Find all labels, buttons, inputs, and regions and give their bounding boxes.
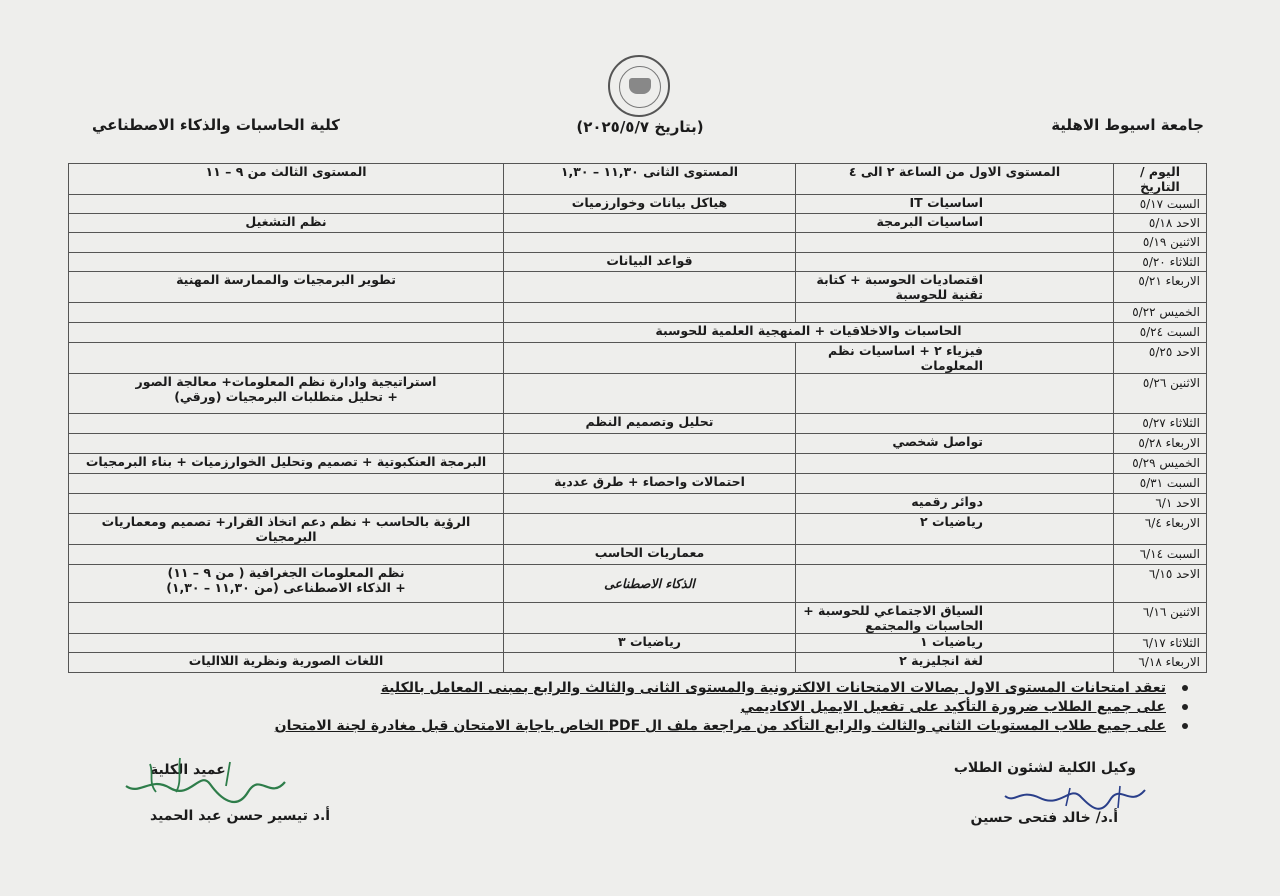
cell-level2 [504,343,796,374]
cell-day [1114,303,1207,323]
cell-level3 [69,514,504,545]
cell-level3-text: نظم المعلومات الجغرافية ( من ٩ – ١١) [167,565,405,580]
cell-level3 [69,474,504,494]
cell-day-text: السبت ٦/١٤ [1139,547,1200,561]
cell-day [1114,514,1207,545]
table-row [69,454,1207,474]
cell-level1 [796,374,1114,414]
cell-level1 [796,454,1114,474]
table-row [69,545,1207,565]
cell-level1 [796,634,1114,653]
cell-level1 [796,603,1114,634]
cell-level2 [504,494,796,514]
cell-level2 [504,474,796,494]
cell-day [1114,253,1207,272]
cell-day-text: السبت ٥/١٧ [1139,197,1200,211]
university-name: جامعة اسيوط الاهلية [1051,116,1204,134]
cell-day [1114,414,1207,434]
table-header-row [69,164,1207,195]
cell-level1 [796,474,1114,494]
table-row [69,233,1207,253]
cell-level2 [504,272,796,303]
table-row [69,323,1207,343]
cell-level1-2-merged [504,323,1114,343]
header-level2: المستوى الثانى ١١,٣٠ – ١,٣٠ [504,164,796,195]
dean-title: عميد الكلية [150,762,226,778]
table-row [69,414,1207,434]
cell-level3 [69,214,504,233]
cell-level2-text: معماريات الحاسب [594,545,705,560]
cell-day-text: الاحد ٥/١٨ [1148,216,1200,230]
cell-level1 [796,434,1114,454]
cell-day [1114,233,1207,253]
table-row [69,653,1207,673]
cell-level2 [504,195,796,214]
cell-level1 [796,233,1114,253]
cell-day [1114,323,1207,343]
cell-level3 [69,414,504,434]
cell-level1 [796,214,1114,233]
cell-day-text: الاثنين ٥/٢٦ [1142,376,1200,390]
dean-signature [120,752,290,808]
cell-level3 [69,195,504,214]
notes-list [275,680,1188,737]
cell-level1 [796,514,1114,545]
cell-level1 [796,272,1114,303]
cell-level1 [796,494,1114,514]
vice-dean-title: وكيل الكلية لشئون الطلاب [953,760,1136,776]
cell-day [1114,343,1207,374]
cell-level3 [69,565,504,603]
exam-schedule-table [68,163,1207,673]
cell-day-text: الاحد ٦/١٥ [1148,567,1200,581]
cell-day [1114,634,1207,653]
dean-name: أ.د تيسير حسن عبد الحميد [150,808,331,824]
faculty-name: كلية الحاسبات والذكاء الاصطناعي [92,116,340,134]
table-row [69,253,1207,272]
cell-level2 [504,374,796,414]
cell-level1 [796,303,1114,323]
cell-level3-text: الرؤية بالحاسب + نظم دعم اتخاذ القرار+ تصميم ومعماريات البرمجيات [101,514,471,544]
cell-level3 [69,343,504,374]
cell-level3-text-line2: + تحليل متطلبات البرمجيات (ورقي) [174,389,398,404]
cell-level2-text: الذكاء الاصطناعى [604,576,695,591]
cell-day [1114,545,1207,565]
cell-level1 [796,195,1114,214]
cell-day-text: الثلاثاء ٥/٢٠ [1142,255,1200,269]
cell-level1-text: لغة انجليزية ٢ [899,653,983,668]
cell-level1-text: اساسيات البرمجة [876,214,983,229]
cell-day [1114,474,1207,494]
cell-day-text: الخميس ٥/٢٩ [1132,456,1200,470]
cell-day [1114,374,1207,414]
cell-level2 [504,434,796,454]
cell-day-text: الثلاثاء ٦/١٧ [1142,636,1200,650]
cell-level3 [69,454,504,474]
cell-level2 [504,233,796,253]
cell-day [1114,434,1207,454]
cell-level2 [504,634,796,653]
header-level3: المستوى الثالث من ٩ – ١١ [69,164,504,195]
bullet-icon [1182,723,1188,729]
cell-level1-text: اساسيات IT [909,195,983,210]
note-item: على جميع الطلاب ضرورة التأكيد على تفعيل الايميل الاكاديمي [275,699,1188,715]
university-seal [608,55,670,117]
cell-day [1114,195,1207,214]
bullet-icon [1182,685,1188,691]
cell-day [1114,454,1207,474]
cell-level2 [504,565,796,603]
cell-level3 [69,634,504,653]
note-item: على جميع طلاب المستويات الثاني والثالث والرابع التأكد من مراجعة ملف ال PDF الخاص باجابة الامتحان قبل مغادرة لجنة الامتحان [275,718,1188,734]
cell-level1-text: تواصل شخصي [892,434,983,449]
note-item: تعقد امتحانات المستوى الاول بصالات الامتحانات الالكترونية والمستوى الثانى والثالث والرابع بمبنى المعامل بالكلية [275,680,1188,696]
header-day: اليوم / التاريخ [1114,164,1207,195]
cell-level3-text: استراتيجية وادارة نظم المعلومات+ معالجة الصور [135,374,437,389]
cell-level3 [69,603,504,634]
cell-day-text: السبت ٥/٣١ [1139,476,1200,490]
vice-dean-name: أ.د/ خالد فتحى حسين [970,810,1118,826]
cell-level1 [796,414,1114,434]
cell-level2 [504,514,796,545]
cell-level2-text: تحليل وتصميم النظم [585,414,714,429]
header-level1: المستوى الاول من الساعة ٢ الى ٤ [796,164,1114,195]
cell-level2 [504,545,796,565]
cell-level3 [69,272,504,303]
cell-level1-text: رياضيات ٢ [919,514,983,529]
cell-day-text: الثلاثاء ٥/٢٧ [1142,416,1200,430]
cell-day-text: الخميس ٥/٢٢ [1132,305,1200,319]
cell-level3-text: البرمجة العنكبوتية + تصميم وتحليل الخوارزميات + بناء البرمجيات [85,454,487,469]
cell-day-text: الاحد ٥/٢٥ [1148,345,1200,359]
table-row [69,272,1207,303]
table-row [69,303,1207,323]
cell-day-text: الاربعاء ٥/٢١ [1138,274,1200,288]
cell-level3 [69,434,504,454]
cell-level2 [504,414,796,434]
cell-level3 [69,374,504,414]
cell-level1-2-merged-text: الحاسبات والاخلاقيات + المنهجية العلمية للحوسبة [655,323,962,338]
cell-level2 [504,253,796,272]
cell-level3 [69,653,504,673]
cell-day [1114,272,1207,303]
cell-level1-text: السياق الاجتماعي للحوسبة + الحاسبات والمجتمع [803,603,983,633]
cell-day-text: الاربعاء ٥/٢٨ [1138,436,1200,450]
cell-day [1114,214,1207,233]
document-date: (بتاريخ ٢٠٢٥/٥/٧) [576,118,704,136]
table-row [69,195,1207,214]
cell-level3 [69,303,504,323]
cell-day-text: الاثنين ٦/١٦ [1142,605,1200,619]
cell-day [1114,565,1207,603]
cell-day-text: الاربعاء ٦/١٨ [1138,655,1200,669]
cell-level1 [796,343,1114,374]
cell-level3-text-line2: + الذكاء الاصطناعى (من ١١,٣٠ – ١,٣٠) [166,580,406,595]
cell-day-text: الاربعاء ٦/٤ [1144,516,1200,530]
cell-level3-text: اللغات الصورية ونظرية اللااليات [188,653,384,668]
table-row [69,434,1207,454]
table-row [69,374,1207,414]
cell-level1 [796,545,1114,565]
table-row [69,603,1207,634]
cell-level3-text: تطوير البرمجيات والممارسة المهنية [176,272,396,287]
bullet-icon [1182,704,1188,710]
cell-level3 [69,253,504,272]
cell-level1 [796,565,1114,603]
table-row [69,634,1207,653]
cell-level1 [796,653,1114,673]
table-row [69,214,1207,233]
table-row [69,343,1207,374]
cell-level1-text: فيزياء ٢ + اساسيات نظم المعلومات [828,343,983,373]
table-row [69,514,1207,545]
cell-level2-text: رياضيات ٣ [617,634,681,649]
cell-day-text: الاحد ٦/١ [1155,496,1200,510]
cell-level3 [69,323,504,343]
cell-level2-text: احتمالات واحصاء + طرق عددية [554,474,745,489]
cell-level2-text: قواعد البيانات [606,253,693,268]
cell-level1-text: دوائر رقميه [911,494,983,509]
cell-level3 [69,545,504,565]
cell-level3 [69,233,504,253]
cell-level1-text: رياضيات ١ [919,634,983,649]
cell-level1 [796,253,1114,272]
cell-level2-text: هياكل بيانات وخوارزميات [571,195,728,210]
cell-level2 [504,303,796,323]
cell-day-text: الاثنين ٥/١٩ [1142,235,1200,249]
cell-level2 [504,603,796,634]
cell-level1-text: اقتصاديات الحوسبة + كتابة تقنية للحوسبة [816,272,983,302]
cell-day [1114,494,1207,514]
cell-day [1114,653,1207,673]
table-row [69,565,1207,603]
cell-level2 [504,454,796,474]
cell-level2 [504,214,796,233]
table-row [69,474,1207,494]
cell-level2 [504,653,796,673]
cell-day-text: السبت ٥/٢٤ [1139,325,1200,339]
cell-level3 [69,494,504,514]
cell-level3-text: نظم التشغيل [245,214,327,229]
cell-day [1114,603,1207,634]
table-row [69,494,1207,514]
